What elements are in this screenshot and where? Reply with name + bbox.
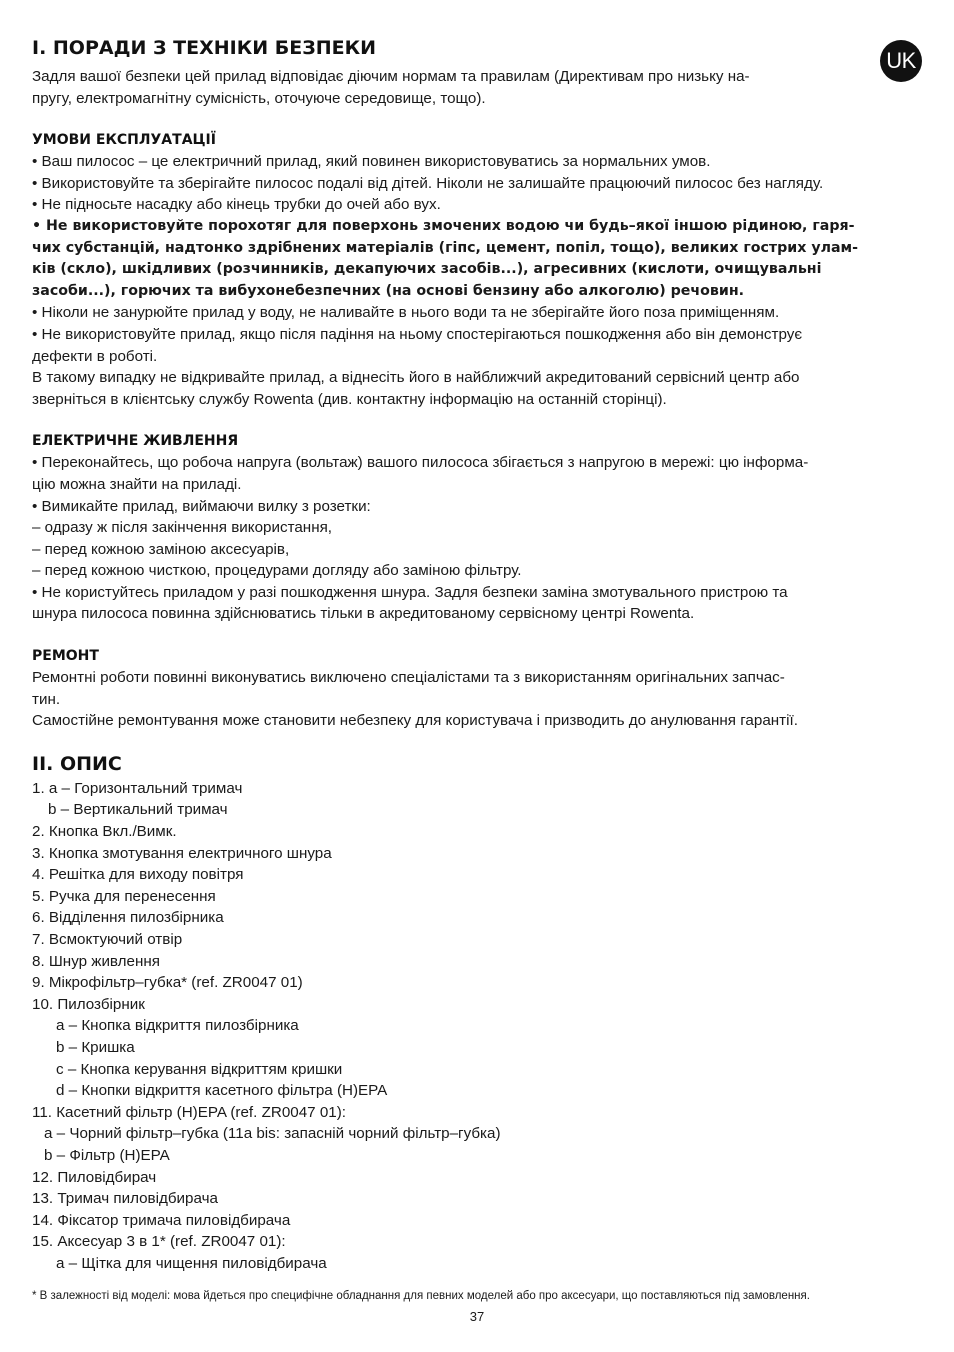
power-line: цію можна знайти на приладі. — [32, 475, 242, 493]
conditions-warning-line: ків (скло), шкідливих (розчинників, декапуючих засобів...), агресивних (кислоти, очищувальні — [32, 261, 822, 278]
conditions-line: В такому випадку не відкривайте прилад, а віднесіть його в найближчий акредитований сервісний центр або — [32, 369, 800, 387]
list-item: b – Кришка — [56, 1038, 135, 1056]
list-item: 14. Фіксатор тримача пиловідбирача — [32, 1211, 291, 1229]
list-item: 10. Пилозбірник — [32, 995, 145, 1013]
list-item: 2. Кнопка Вкл./Вимк. — [32, 823, 177, 841]
power-line: • Переконайтесь, що робоча напруга (вольтаж) вашого пилососа збігається з напругою в мережі: цю інформа- — [32, 454, 809, 472]
conditions-warning-line: засоби...), горючих та вибухонебезпечних (на основі бензину або алкоголю) речовин. — [32, 282, 745, 299]
conditions-line: • Ваш пилосос – це електричний прилад, який повинен використовуватись за нормальних умов. — [32, 153, 711, 171]
list-item: 4. Решітка для виходу повітря — [32, 866, 244, 884]
repair-line: тин. — [32, 690, 61, 708]
power-line: – перед кожною заміною аксесуарів, — [32, 540, 290, 558]
conditions-line: • Ніколи не занурюйте прилад у воду, не наливайте в нього води та не зберігайте його поза приміщенням. — [32, 304, 780, 322]
conditions-line: • Не підносьте насадку або кінець трубки до очей або вух. — [32, 196, 441, 214]
list-item: b – Вертикальний тримач — [48, 801, 228, 819]
power-line: • Вимикайте прилад, виймаючи вилку з розетки: — [32, 497, 371, 515]
list-item: 8. Шнур живлення — [32, 952, 160, 970]
conditions-line: • Використовуйте та зберігайте пилосос подалі від дітей. Ніколи не залишайте працюючий пилосос без нагляду. — [32, 174, 824, 192]
conditions-line: зверніться в клієнтську службу Rowenta (див. контактну інформацію на останній сторінці). — [32, 390, 667, 408]
list-item: b – Фільтр (H)EPA — [44, 1146, 170, 1164]
list-item: 9. Мікрофільтр–губка* (ref. ZR0047 01) — [32, 974, 303, 992]
list-item: 13. Тримач пиловідбирача — [32, 1190, 218, 1208]
list-item: 12. Пиловідбирач — [32, 1168, 157, 1186]
page-number: 37 — [469, 1309, 485, 1324]
list-item: d – Кнопки відкриття касетного фільтра (H)EPA — [56, 1082, 388, 1100]
list-item: 11. Касетний фільтр (H)EPA (ref. ZR0047 01): — [32, 1103, 347, 1121]
document-page — [32, 36, 922, 1275]
heading-power: ЕЛЕКТРИЧНЕ ЖИВЛЕННЯ — [32, 433, 239, 450]
list-item: a – Чорний фільтр–губка (11a bis: запасній чорний фільтр–губка) — [44, 1125, 501, 1143]
section-title-safety: I. ПОРАДИ З ТЕХНІКИ БЕЗПЕКИ — [32, 37, 377, 59]
list-item: 6. Відділення пилозбірника — [32, 909, 224, 927]
list-item: a – Щітка для чищення пиловідбирача — [56, 1254, 327, 1272]
footnote: * В залежності від моделі: мова йдеться про специфічне обладнання для певних моделей або про аксесуари, що поставляються під замовлення. — [32, 1290, 810, 1302]
intro-line: пругу, електромагнітну сумісність, оточуюче середовище, тощо). — [32, 89, 486, 107]
power-line: • Не користуйтесь приладом у разі пошкодження шнура. Задля безпеки заміна змотувального пристрою та — [32, 583, 788, 601]
power-line: – одразу ж після закінчення використання, — [32, 519, 333, 537]
repair-line: Самостійне ремонтування може становити небезпеку для користувача і призводить до анулювання гарантії. — [32, 712, 798, 730]
list-item: 7. Всмоктуючий отвір — [32, 931, 183, 948]
list-item: 1. a – Горизонтальний тримач — [32, 779, 243, 797]
heading-conditions: УМОВИ ЕКСПЛУАТАЦІЇ — [32, 132, 216, 149]
list-item: c – Кнопка керування відкриттям кришки — [56, 1060, 343, 1078]
heading-repair: РЕМОНТ — [32, 648, 99, 665]
parts-list — [32, 778, 922, 1275]
conditions-warning-line: чих субстанцій, надтонко здрібнених матеріалів (гіпс, цемент, попіл, тощо), великих гострих улам- — [32, 239, 859, 256]
list-item: 15. Аксесуар 3 в 1* (ref. ZR0047 01): — [32, 1233, 286, 1251]
power-line: шнура пилососа повинна здійснюватись тільки в акредитованому сервісному центрі Rowenta. — [32, 605, 695, 623]
power-line: – перед кожною чисткою, процедурами догляду або заміною фільтру. — [32, 562, 522, 580]
list-item: a – Кнопка відкриття пилозбірника — [56, 1017, 299, 1035]
list-item: 3. Кнопка змотування електричного шнура — [32, 844, 332, 862]
conditions-warning-line: • Не використовуйте порохотяг для поверхонь змочених водою чи будь–якої іншою рідиною, гаря- — [32, 217, 855, 234]
intro-line: Задля вашої безпеки цей прилад відповідає діючим нормам та правилам (Директивам про низьку на- — [32, 68, 750, 85]
section-title-description: II. ОПИС — [32, 752, 122, 775]
conditions-line: • Не використовуйте прилад, якщо після падіння на ньому спостерігаються пошкодження або він демонструє — [32, 325, 803, 343]
conditions-line: дефекти в роботі. — [32, 347, 158, 365]
list-item: 5. Ручка для перенесення — [32, 887, 216, 905]
language-badge: UK — [880, 40, 922, 82]
repair-line: Ремонтні роботи повинні виконуватись виключено спеціалістами та з використанням оригінальних запчас- — [32, 669, 785, 687]
